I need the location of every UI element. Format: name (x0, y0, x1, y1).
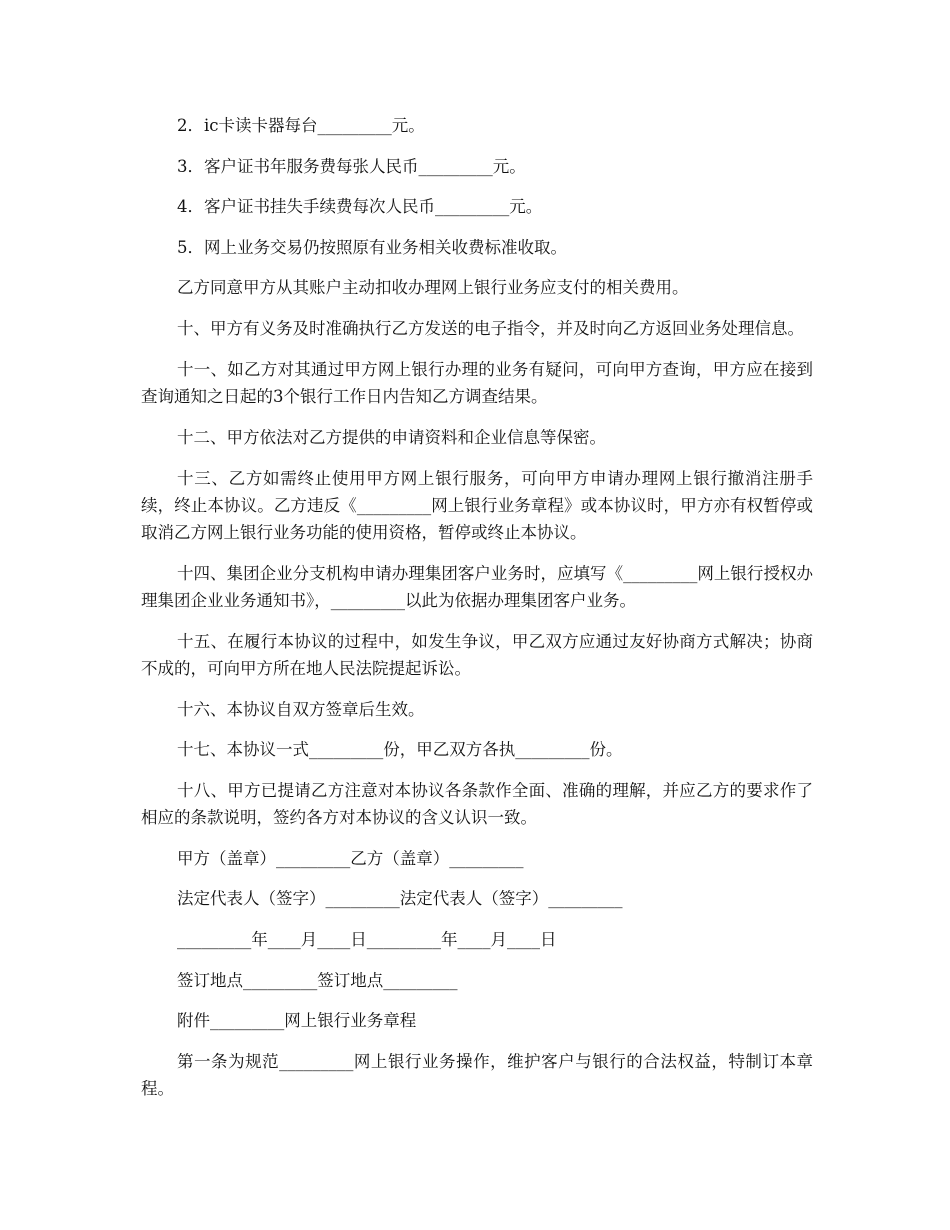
fee-item-3: 3．客户证书年服务费每张人民币_________元。 (177, 156, 526, 176)
seal-line: 甲方（盖章）_________乙方（盖章）_________ (177, 848, 524, 868)
clause-14: 十四、集团企业分支机构申请办理集团客户业务时，应填写《_________网上银行授权办理集团企业业务通知书》，_________以此为依据办理集团客户业务。 (141, 563, 813, 610)
clause-12: 十二、甲方依法对乙方提供的申请资料和企业信息等保密。 (177, 427, 606, 447)
charter-article-1: 第一条为规范_________网上银行业务操作，维护客户与银行的合法权益，特制订本章程。 (141, 1051, 813, 1098)
fee-item-5: 5．网上业务交易仍按照原有业务相关收费标准收取。 (177, 237, 567, 257)
attachment-title: 附件_________网上银行业务章程 (177, 1011, 417, 1031)
date-line: _________年____月____日_________年____月____日 (177, 929, 557, 949)
clause-11: 十一、如乙方对其通过甲方网上银行办理的业务有疑问，可向甲方查询，甲方应在接到查询通知之日起的3个银行工作日内告知乙方调查结果。 (141, 359, 813, 406)
signature-line: 法定代表人（签字）_________法定代表人（签字）_________ (177, 889, 623, 909)
clause-13: 十三、乙方如需终止使用甲方网上银行服务，可向甲方申请办理网上银行撤消注册手续，终止本协议。乙方违反《_________网上银行业务章程》或本协议时，甲方亦有权暂停或取消乙方网上银行业务功能的使用资格，暂停或终止本协议。 (141, 468, 813, 542)
fee-item-4: 4．客户证书挂失手续费每次人民币_________元。 (177, 197, 543, 217)
clause-17: 十七、本协议一式_________份，甲乙双方各执_________份。 (177, 740, 623, 760)
clause-10: 十、甲方有义务及时准确执行乙方发送的电子指令，并及时向乙方返回业务处理信息。 (177, 318, 804, 338)
location-line: 签订地点_________签订地点_________ (177, 970, 458, 990)
fee-item-2: 2．ic卡读卡器每台_________元。 (177, 116, 425, 135)
clause-16: 十六、本协议自双方签章后生效。 (177, 699, 425, 719)
clause-15: 十五、在履行本协议的过程中，如发生争议，甲乙双方应通过友好协商方式解决；协商不成的，可向甲方所在地人民法院提起诉讼。 (141, 631, 813, 678)
clause-18: 十八、甲方已提请乙方注意对本协议各条款作全面、准确的理解，并应乙方的要求作了相应的条款说明，签约各方对本协议的含义认识一致。 (141, 780, 813, 827)
fee-consent-paragraph: 乙方同意甲方从其账户主动扣收办理网上银行业务应支付的相关费用。 (177, 278, 689, 298)
document-page (141, 112, 813, 1116)
